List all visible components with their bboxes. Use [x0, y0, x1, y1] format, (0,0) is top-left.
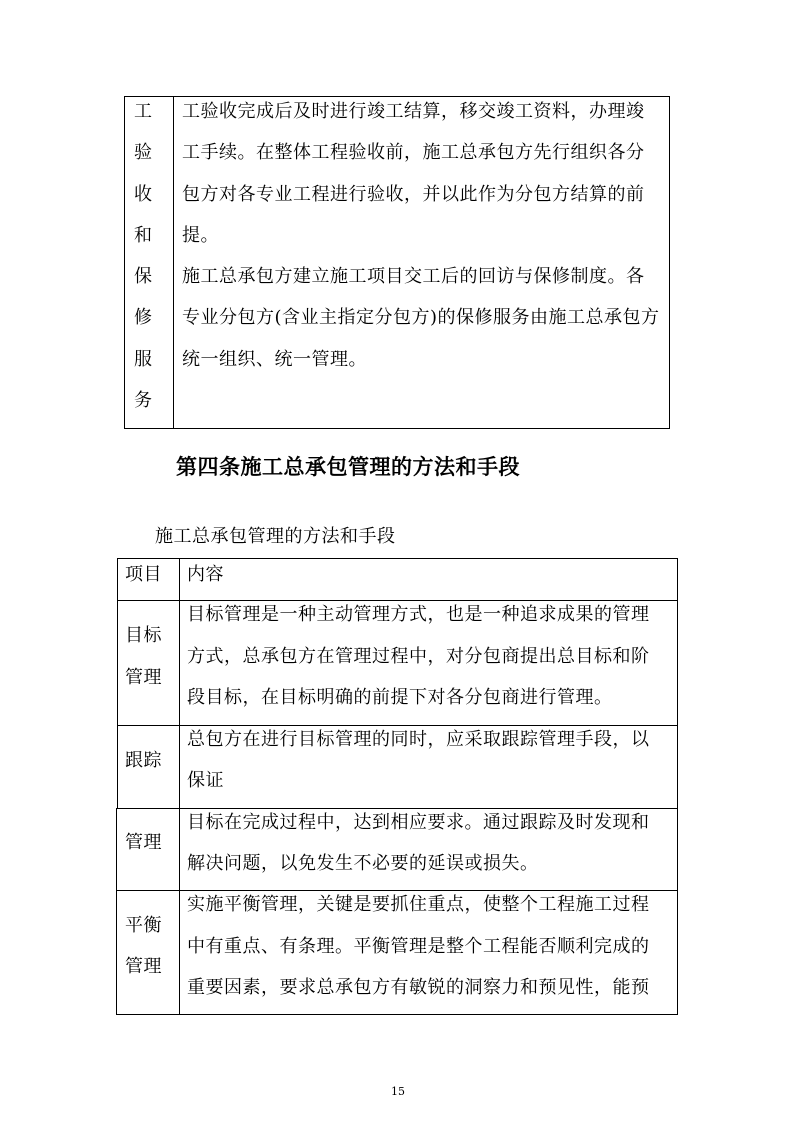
content-line: 提。	[182, 225, 219, 246]
table2-bottom-border	[116, 1014, 678, 1015]
row-label: 跟踪	[125, 750, 162, 771]
table1-left-border	[124, 96, 125, 429]
table1-top-border	[124, 96, 670, 97]
table2-row-divider	[116, 808, 678, 809]
content-line: 施工总承包方建立施工项目交工后的回访与保修制度。各	[182, 266, 645, 287]
table2-column-divider	[179, 558, 180, 1015]
table2-row-divider	[117, 725, 678, 726]
label-char: 和	[134, 225, 152, 246]
content-line: 工手续。在整体工程验收前，施工总承包方先行组织各分	[182, 142, 645, 163]
row-content-line: 实施平衡管理，关键是要抓住重点，使整个工程施工过程	[187, 894, 650, 915]
row-label: 平衡	[125, 915, 162, 936]
row-label: 管理	[125, 667, 162, 688]
table2-left-border	[117, 558, 118, 809]
table2-row-divider	[117, 600, 678, 601]
label-char: 务	[134, 390, 152, 411]
row-content-line: 目标管理是一种主动管理方式，也是一种追求成果的管理	[187, 604, 650, 625]
row-content-line: 重要因素，要求总承包方有敏锐的洞察力和预见性，能预	[187, 977, 650, 998]
content-line: 工验收完成后及时进行竣工结算，移交竣工资料，办理竣	[182, 101, 645, 122]
row-content-line: 目标在完成过程中，达到相应要求。通过跟踪及时发现和	[187, 812, 650, 833]
row-label: 管理	[125, 832, 162, 853]
table2-right-border	[677, 558, 678, 1015]
page-number: 15	[391, 1085, 405, 1098]
content-line: 专业分包方(含业主指定分包方)的保修服务由施工总承包方	[182, 307, 660, 328]
row-content-line: 方式，总承包方在管理过程中，对分包商提出总目标和阶	[187, 646, 650, 667]
row-label: 管理	[125, 956, 162, 977]
table-caption: 施工总承包管理的方法和手段	[155, 526, 396, 547]
label-char: 修	[134, 307, 152, 328]
row-content-line: 总包方在进行目标管理的同时，应采取跟踪管理手段，以	[187, 729, 650, 750]
row-label: 目标	[125, 625, 162, 646]
table1-column-divider	[173, 96, 174, 429]
content-line: 统一组织、统一管理。	[182, 349, 367, 370]
table1-right-border	[669, 96, 670, 429]
row-content-line: 段目标，在目标明确的前提下对各分包商进行管理。	[187, 687, 613, 708]
table2-top-border	[117, 558, 678, 559]
section-heading: 第四条施工总承包管理的方法和手段	[176, 454, 520, 479]
header-item: 项目	[125, 564, 162, 585]
content-line: 包方对各专业工程进行验收，并以此作为分包方结算的前	[182, 184, 645, 205]
label-char: 保	[134, 266, 152, 287]
label-char: 验	[134, 142, 152, 163]
row-content-line: 解决问题，以免发生不必要的延误或损失。	[187, 853, 539, 874]
label-char: 服	[134, 349, 152, 370]
row-content-line: 保证	[187, 770, 224, 791]
row-content-line: 中有重点、有条理。平衡管理是整个工程能否顺利完成的	[187, 936, 650, 957]
table2-left-border	[116, 808, 117, 1015]
label-char: 收	[134, 184, 152, 205]
table1-bottom-border	[124, 428, 670, 429]
label-char: 工	[134, 101, 152, 122]
table2-row-divider	[116, 890, 678, 891]
header-content: 内容	[187, 564, 224, 585]
